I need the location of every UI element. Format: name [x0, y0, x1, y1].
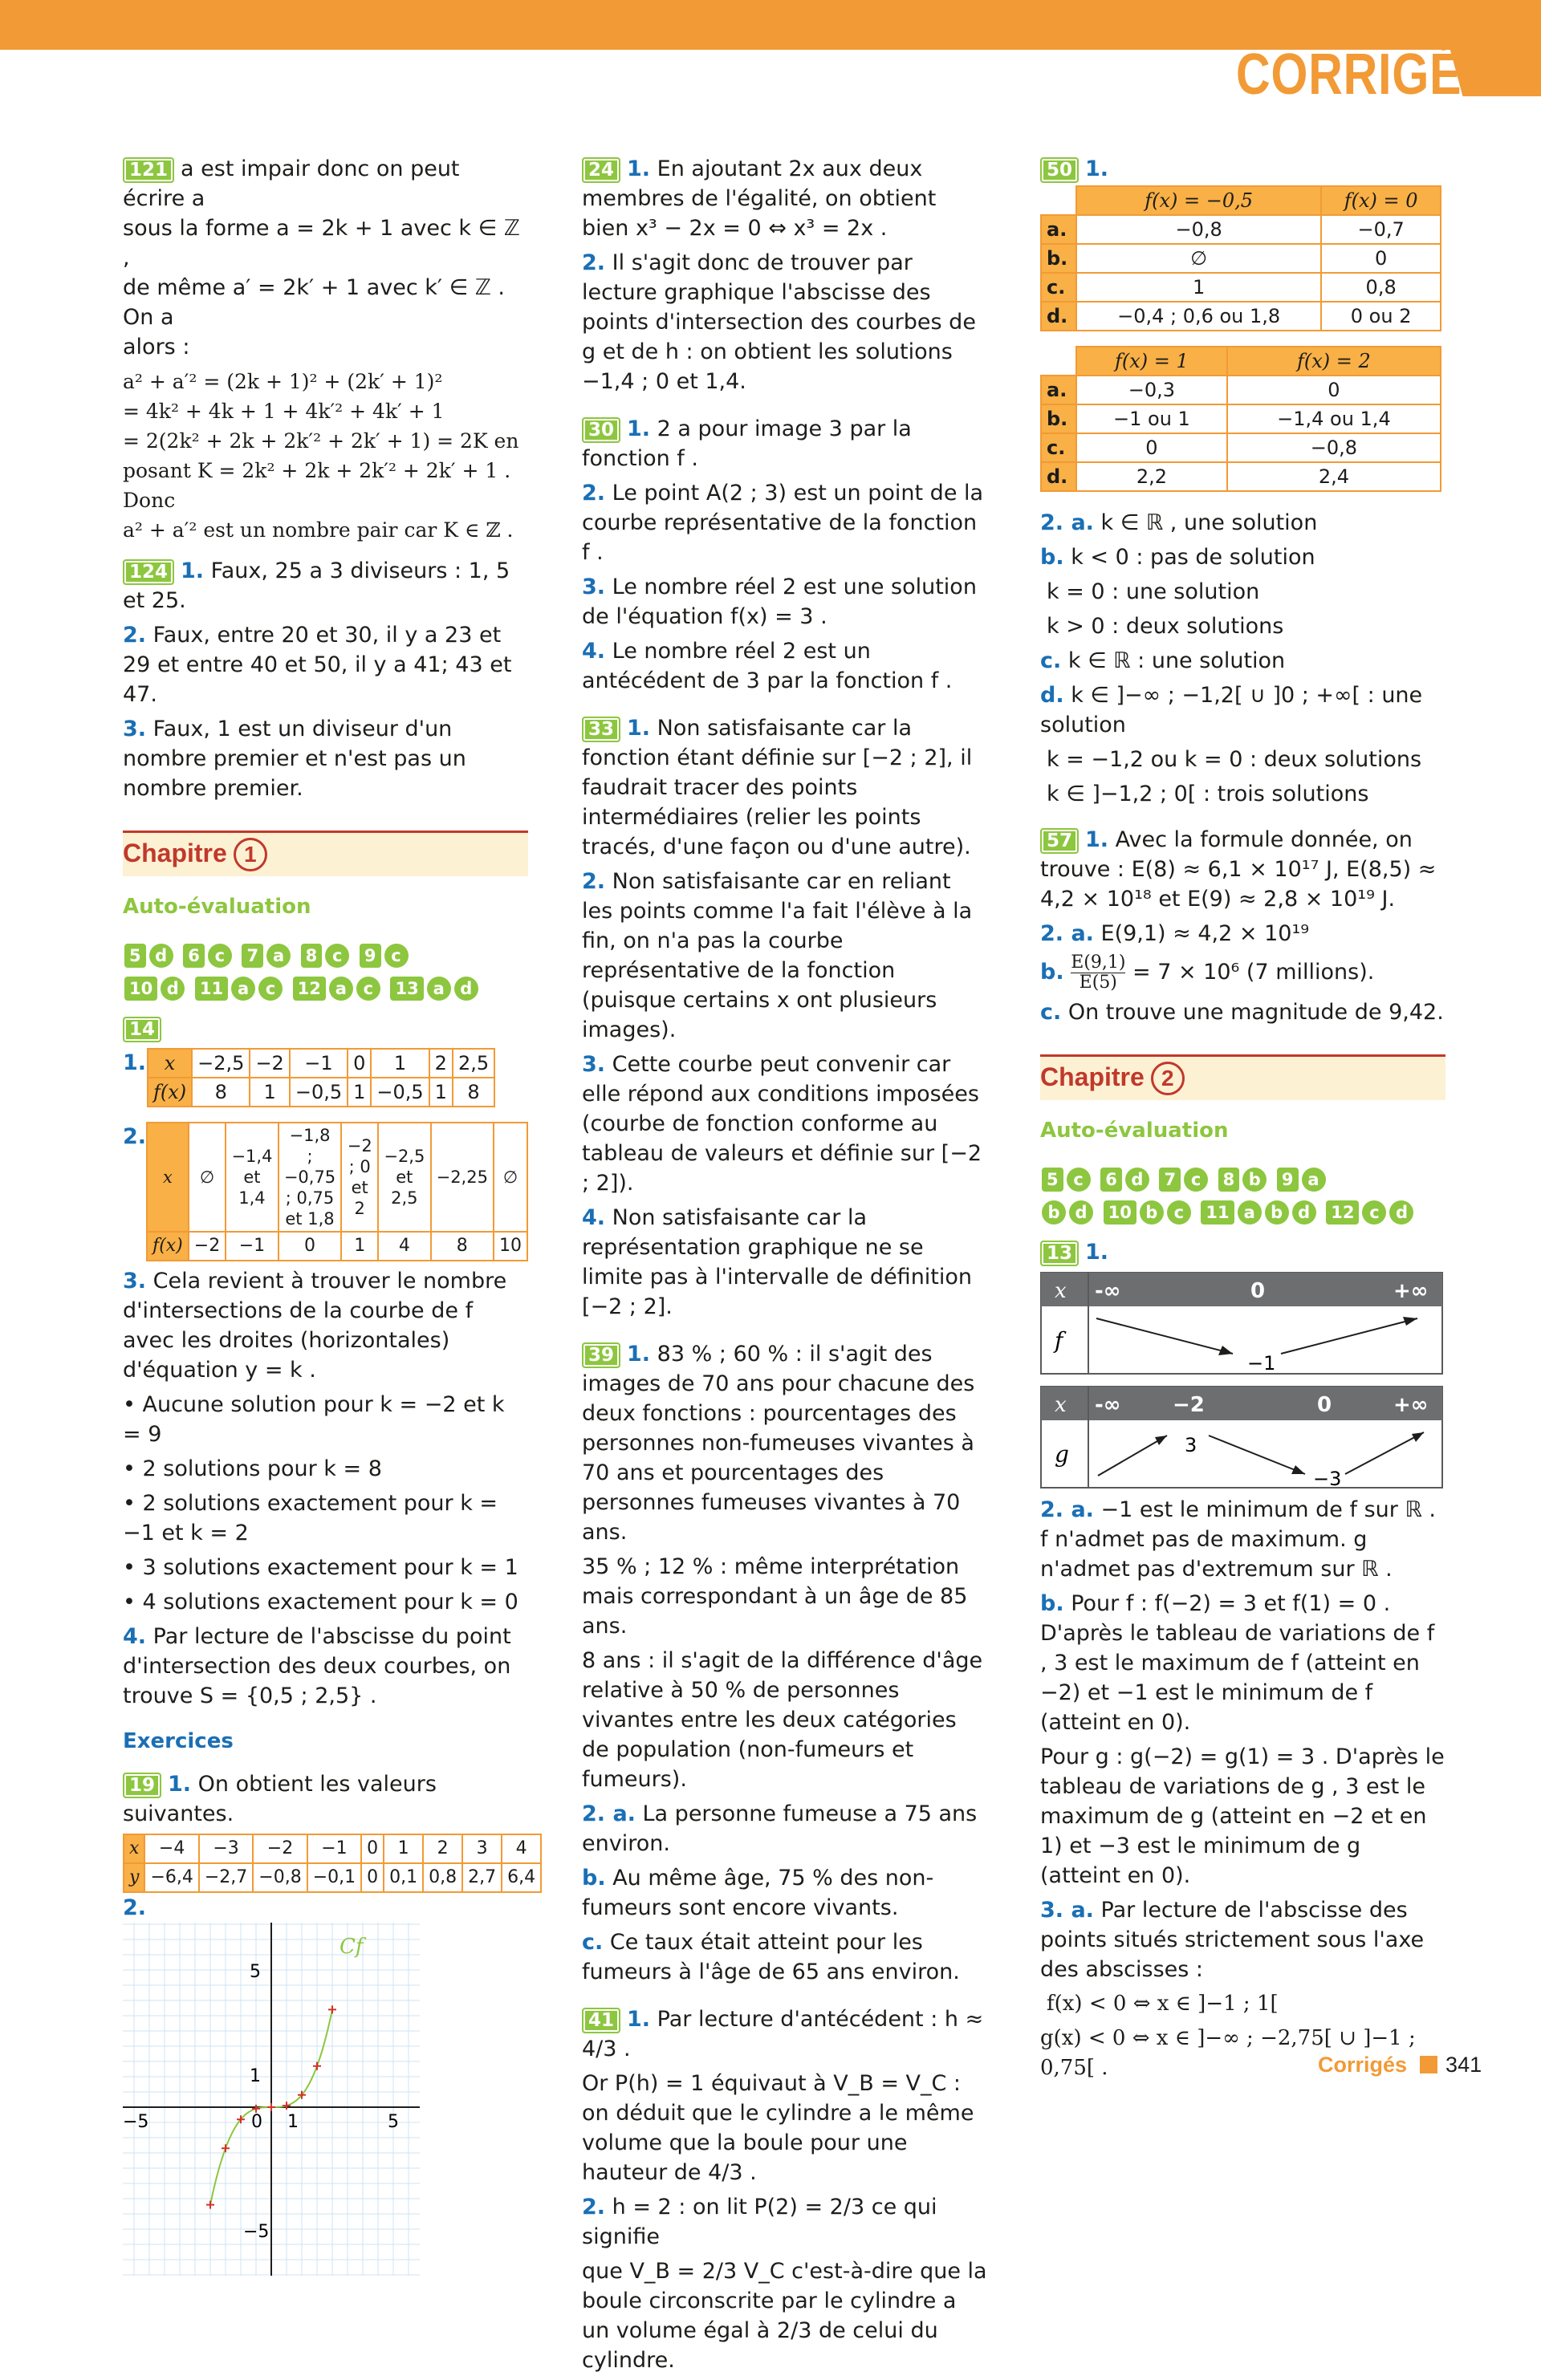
text: 8 ans : il s'agit de la différence d'âge relative à 50 % de personnes vivantes entre les deux catégories de population (non-fumeurs et fumeurs). [582, 1648, 983, 1792]
table-cell: −2,7 [199, 1863, 253, 1892]
row-header: x [148, 1049, 192, 1078]
exercise-number: 41 [582, 2008, 620, 2033]
q-label: 2. [123, 623, 147, 648]
table-cell: 1 [384, 1834, 423, 1863]
table-cell: 0 [348, 1049, 371, 1078]
column-header [1041, 347, 1076, 376]
table-cell: −0,7 [1321, 215, 1441, 244]
ex50-2d [1040, 680, 1445, 740]
exercise-number: 13 [1040, 1241, 1079, 1266]
ex19-table [123, 1834, 542, 1893]
q-label: 1. [627, 2007, 651, 2032]
text: k < 0 : pas de solution [1071, 545, 1315, 570]
text: Cela revient à trouver le nombre d'intersections de la courbe de f avec les droites (horizontales) d'équation y = k . [123, 1269, 507, 1383]
q-label: c. [582, 1930, 604, 1955]
ex30-2 [582, 478, 987, 567]
ex33-2 [582, 867, 987, 1045]
text: On trouve une magnitude de 9,42. [1067, 1000, 1444, 1025]
q-label: 1. [1085, 156, 1109, 181]
text: Le point A(2 ; 3) est un point de la courbe représentative de la fonction f . [582, 481, 984, 565]
ex13-2b [1040, 1589, 1445, 1737]
ex39 [582, 1339, 987, 1547]
table-cell: −1 [290, 1049, 348, 1078]
bullet: • 2 solutions pour k = 8 [123, 1456, 382, 1481]
auto-evaluation-title: Auto-évaluation [123, 895, 311, 919]
row-header: y [124, 1863, 144, 1892]
exercise-number: 50 [1040, 157, 1079, 183]
math-line: a² + a′² est un nombre pair car K ∈ ℤ . [123, 518, 514, 542]
table-cell: 2 [429, 1049, 453, 1078]
ex14-3 [123, 1266, 528, 1385]
text: de même a′ = 2k′ + 1 avec k′ ∈ ℤ . On a [123, 275, 505, 330]
row-header: x [147, 1123, 189, 1232]
tick-xm5: −5 [123, 2112, 149, 2132]
auto2-row-1: 5 c 6 d 7 c 8 b 9 a [1040, 1164, 1445, 1193]
text: k ∈ ]−1,2 ; 0[ : trois solutions [1047, 782, 1369, 806]
text: −1 est le minimum de f sur ℝ . f n'admet pas de maximum. g n'admet pas d'extremum sur ℝ . [1040, 1497, 1436, 1582]
row-header: f(x) [147, 1232, 189, 1261]
table-cell: ∅ [189, 1123, 226, 1232]
table-cell: 1 [1076, 273, 1321, 302]
tick-y5: 5 [250, 1962, 261, 1982]
ex39-2b [582, 1863, 987, 1923]
table-cell: −2 [253, 1834, 307, 1863]
var-x-start: -∞ [1095, 1393, 1121, 1417]
row-label: b. [1041, 404, 1076, 433]
ex50-table-1 [1040, 185, 1441, 331]
table-cell: 0 [1227, 376, 1441, 404]
q-label: 1. [168, 1772, 192, 1797]
data-point-marker [206, 2201, 214, 2209]
text: Pour g : g(−2) = g(1) = 3 . D'après le tableau de variations de g , 3 est le maximum de g (atteint en −2 et en 1) et −3 est le minimum de g (atteint en 0). [1040, 1744, 1445, 1888]
var-f-label: f [1055, 1327, 1063, 1354]
text: Par lecture de l'abscisse du point d'intersection des deux courbes, on trouve S = {0,5 ; 2,5} . [123, 1624, 511, 1708]
ex14-4 [123, 1622, 528, 1711]
q-label: 2. a. [1040, 1497, 1094, 1522]
row-label: a. [1041, 215, 1076, 244]
table-cell: −1 [307, 1834, 361, 1863]
ex39-2a [582, 1799, 987, 1858]
curve-label: Cf [340, 1935, 364, 1959]
table-cell: 0,8 [423, 1863, 462, 1892]
data-point-marker [222, 2144, 230, 2152]
q-label: 1. [181, 558, 205, 583]
row-label: a. [1041, 376, 1076, 404]
text: a est impair donc on peut écrire a [123, 156, 460, 211]
q-label: 1. [123, 1050, 147, 1075]
q-label: 3. [123, 1269, 147, 1294]
q-label: 2. a. [1040, 921, 1094, 946]
table-cell: 6,4 [502, 1863, 541, 1892]
q-label: 2. [123, 1895, 147, 1920]
text: 35 % ; 12 % : même interprétation mais correspondant à un âge de 85 ans. [582, 1554, 968, 1639]
tick-y1: 1 [250, 2066, 261, 2086]
table-cell: 4 [502, 1834, 541, 1863]
text: Pour f : f(−2) = 3 et f(1) = 0 . D'après le tableau de variations de f , 3 est le maximum de f (atteint en −2) et −1 est le minimum de f (atteint en 0). [1040, 1591, 1435, 1735]
table-cell: −2 ; 0 et 2 [341, 1123, 378, 1232]
row-label: b. [1041, 244, 1076, 273]
exercices-title: Exercices [123, 1729, 234, 1753]
ex19 [123, 1769, 528, 1829]
ex124 [123, 556, 528, 615]
q-label: 3. a. [1040, 1898, 1094, 1923]
q-label: d. [1040, 683, 1064, 708]
var-min: −1 [1247, 1352, 1276, 1375]
q-label: 2. [123, 1124, 147, 1149]
text: Faux, entre 20 et 30, il y a 23 et 29 et entre 40 et 50, il y a 41; 43 et 47. [123, 623, 512, 707]
ex24-2 [582, 248, 987, 396]
var-x-start: -∞ [1095, 1279, 1121, 1303]
column-header: f(x) = 0 [1321, 186, 1441, 215]
text: Non satisfaisante car en reliant les points comme l'a fait l'élève à la fin, on n'a pas la courbe représentative de la fonction (puisque certains x ont plusieurs images). [582, 869, 973, 1042]
text: alors : [123, 335, 190, 359]
function-graph [123, 1923, 428, 2276]
math-line: g(x) < 0 ⇔ x ∈ ]−∞ ; −2,75[ ∪ ]−1 ; 0,75[ . [1040, 2026, 1416, 2080]
table-cell: 1 [371, 1049, 429, 1078]
table-cell: −0,4 ; 0,6 ou 1,8 [1076, 302, 1321, 331]
text: Non satisfaisante car la fonction étant définie sur [−2 ; 2], il faudrait tracer des points intermédiaires (relier les points tracés, d'une façon ou d'une autre). [582, 716, 973, 859]
var-g-label: g [1055, 1441, 1069, 1468]
table-cell: −2 [250, 1049, 289, 1078]
tick-x1: 1 [287, 2112, 299, 2132]
table-cell: −1,4 ou 1,4 [1227, 404, 1441, 433]
ex33-4 [582, 1203, 987, 1322]
text: k = 0 : une solution [1047, 579, 1260, 604]
math-line: = 4k² + 4k + 1 + 4k′² + 4k′ + 1 [123, 400, 445, 423]
column-header: f(x) = 2 [1227, 347, 1441, 376]
column-1 [123, 154, 536, 2276]
text: que V_B = 2/3 V_C c'est-à-dire que la boule circonscrite par le cylindre a un volume égal à 2/3 de celui du cylindre. [582, 2259, 987, 2373]
var-x-label: x [1055, 1279, 1067, 1303]
q-label: 1. [627, 716, 651, 741]
row-label: d. [1041, 302, 1076, 331]
ex124-2 [123, 620, 528, 709]
tick-x5: 5 [388, 2112, 399, 2132]
table-cell: −1,8 ; −0,75 ; 0,75 et 1,8 [279, 1123, 342, 1232]
table-cell: −3 [199, 1834, 253, 1863]
text: = 7 × 10⁶ (7 millions). [1132, 960, 1375, 985]
q-label: b. [1040, 1591, 1064, 1616]
auto-row-2: 10 d 11 a c 12 a c 13 a d [123, 973, 528, 1002]
text: Par lecture de l'abscisse des points situés strictement sous l'axe des abscisses : [1040, 1898, 1425, 1982]
data-point-marker [313, 2062, 321, 2070]
text: Au même âge, 75 % des non-fumeurs sont encore vivants. [582, 1866, 934, 1920]
table-cell: −2,25 [431, 1123, 494, 1232]
page-number: 341 [1445, 2053, 1482, 2077]
text: Or P(h) = 1 équivaut à V_B = V_C : on déduit que le cylindre a le même volume que la boule pour une hauteur de 4/3 . [582, 2071, 974, 2185]
text: Il s'agit donc de trouver par lecture graphique l'abscisse des points d'intersection des courbes de g et de h : on obtient les solutions −1,4 ; 0 et 1,4. [582, 250, 976, 394]
bullet: • 3 solutions exactement pour k = 1 [123, 1555, 518, 1580]
ex33-3 [582, 1050, 987, 1198]
table-cell: −2,5 et 2,5 [378, 1123, 430, 1232]
text: 2 a pour image 3 par la fonction f . [582, 416, 912, 471]
ex57-2b [1040, 953, 1445, 993]
q-label: 2. [582, 481, 606, 506]
data-point-marker [328, 2005, 336, 2013]
ex124-3 [123, 714, 528, 803]
exercise-number: 33 [582, 717, 620, 742]
q-label: 2. [582, 250, 606, 275]
ex50-2b [1040, 542, 1445, 572]
table-cell: −0,8 [1227, 433, 1441, 462]
ex121 [123, 154, 528, 362]
ex14-table1 [123, 1048, 528, 1107]
ex50-2a [1040, 508, 1445, 538]
var-min: −3 [1313, 1468, 1342, 1490]
table-cell: 1 [429, 1078, 453, 1107]
auto2-row-2: b d 10 b c 11 a b d 12 c d [1040, 1196, 1445, 1226]
fraction [1071, 953, 1125, 993]
ex30-3 [582, 572, 987, 632]
ex41 [582, 2004, 987, 2064]
text: Ce taux était atteint pour les fumeurs à l'âge de 65 ans environ. [582, 1930, 960, 1984]
tick-x0: 0 [251, 2112, 262, 2132]
q-label: c. [1040, 648, 1062, 673]
text: k ∈ ℝ , une solution [1100, 510, 1318, 535]
table-cell: −0,8 [253, 1863, 307, 1892]
row-label: c. [1041, 273, 1076, 302]
table-cell: 8 [192, 1078, 250, 1107]
table-cell: −0,5 [290, 1078, 348, 1107]
q-label: 1. [627, 156, 651, 181]
tick-ym5: −5 [243, 2222, 270, 2242]
q-label: 2. [582, 869, 606, 894]
auto-evaluation-title: Auto-évaluation [1040, 1119, 1229, 1143]
data-point-marker [267, 2103, 275, 2111]
ex13-2a [1040, 1495, 1445, 1584]
table-cell: 0 [1321, 244, 1441, 273]
q-label: 1. [1085, 827, 1109, 852]
text: Faux, 25 a 3 diviseurs : 1, 5 et 25. [123, 558, 510, 613]
q-label: 3. [582, 1052, 606, 1077]
exercise-number: 124 [123, 559, 174, 585]
row-label: c. [1041, 433, 1076, 462]
footer [1318, 2053, 1482, 2077]
table-cell: −0,5 [371, 1078, 429, 1107]
text: Par lecture d'antécédent : h ≈ 4/3 . [582, 2007, 984, 2061]
table-cell: 0 [1076, 433, 1227, 462]
values-table-2 [146, 1122, 528, 1261]
var-x-0: 0 [1317, 1393, 1332, 1417]
text: k ∈ ]−∞ ; −1,2[ ∪ ]0 ; +∞[ : une solution [1040, 683, 1423, 737]
text: 83 % ; 60 % : il s'agit des images de 70 ans pour chacune des deux fonctions : pourcentages des personnes non-fumeuses vivantes à 70 ans et pourcentages des personnes fumeuses vivantes à 70 ans. [582, 1342, 975, 1545]
ex39-2c [582, 1927, 987, 1987]
text: Le nombre réel 2 est un antécédent de 3 par la fonction f . [582, 639, 953, 693]
row-label: d. [1041, 462, 1076, 491]
chapter-number: 2 [1151, 1062, 1185, 1095]
text: k = −1,2 ou k = 0 : deux solutions [1047, 747, 1422, 772]
column-header [1041, 186, 1076, 215]
ex24 [582, 154, 987, 243]
text: Non satisfaisante car la représentation graphique ne se limite pas à l'intervalle de définition [−2 ; 2]. [582, 1205, 973, 1319]
text: Faux, 1 est un diviseur d'un nombre premier et n'est pas un nombre premier. [123, 717, 466, 801]
table-cell: 8 [453, 1078, 494, 1107]
table-cell: −1 [226, 1232, 278, 1261]
chapter-2-heading [1040, 1054, 1445, 1100]
text: En ajoutant 2x aux deux membres de l'égalité, on obtient bien x³ − 2x = 0 ⇔ x³ = 2x . [582, 156, 937, 241]
auto-row-1: 5 d 6 c 7 a 8 c 9 c [123, 940, 528, 969]
exercise-number: 19 [123, 1773, 161, 1798]
bullet: • Aucune solution pour k = −2 et k = 9 [123, 1392, 505, 1447]
ex30-4 [582, 636, 987, 696]
table-cell: 2,5 [453, 1049, 494, 1078]
table-cell: 1 [341, 1232, 378, 1261]
text: Avec la formule donnée, on trouve : E(8) ≈ 6,1 × 10¹⁷ J, E(8,5) ≈ 4,2 × 10¹⁸ et E(9) ≈ 2,8 × 10¹⁹ J. [1040, 827, 1437, 912]
exercise-number: 121 [123, 157, 174, 183]
q-label: b. [1040, 545, 1064, 570]
table-cell: 0 [279, 1232, 342, 1261]
q-label: b. [1040, 960, 1064, 985]
table-cell: −1,4 et 1,4 [226, 1123, 278, 1232]
column-header: f(x) = 1 [1076, 347, 1227, 376]
var-x-label: x [1055, 1393, 1067, 1417]
text: k ∈ ℝ : une solution [1067, 648, 1286, 673]
ex30 [582, 414, 987, 473]
ex57 [1040, 825, 1445, 914]
text: h = 2 : on lit P(2) = 2/3 ce qui signifie [582, 2195, 937, 2249]
ex14-table2 [123, 1122, 528, 1261]
chapter-label: Chapitre [1040, 1062, 1145, 1091]
table-cell: −2,5 [192, 1049, 250, 1078]
values-table-1 [147, 1048, 495, 1107]
q-label: 3. [123, 717, 147, 741]
ex50 [1040, 154, 1445, 184]
table-cell: 1 [250, 1078, 289, 1107]
footer-square [1420, 2056, 1437, 2073]
table-cell: −0,8 [1076, 215, 1321, 244]
column-3 [1040, 154, 1445, 2088]
text: E(9,1) ≈ 4,2 × 10¹⁹ [1100, 921, 1310, 946]
table-cell: 1 [348, 1078, 371, 1107]
exercise-number: 24 [582, 157, 620, 183]
data-point-marker [283, 2102, 291, 2110]
chapter-1-heading [123, 831, 528, 876]
table-cell: 0 ou 2 [1321, 302, 1441, 331]
table-cell: 0,8 [1321, 273, 1441, 302]
bullet: • 4 solutions exactement pour k = 0 [123, 1590, 518, 1614]
q-label: 1. [627, 1342, 651, 1367]
ex13 [1040, 1237, 1445, 1267]
text: Le nombre réel 2 est une solution de l'équation f(x) = 3 . [582, 575, 977, 629]
q-label: 4. [582, 639, 606, 664]
table-cell: 3 [462, 1834, 502, 1863]
ex41-2 [582, 2192, 987, 2252]
table-cell: −0,3 [1076, 376, 1227, 404]
text: La personne fumeuse a 75 ans environ. [582, 1801, 978, 1856]
var-x-m2: −2 [1173, 1393, 1205, 1417]
variation-table-f [1040, 1272, 1445, 1376]
text: k > 0 : deux solutions [1047, 614, 1284, 639]
table-cell: −2 [189, 1232, 226, 1261]
ex50-2c [1040, 646, 1445, 676]
q-label: 4. [582, 1205, 606, 1230]
chapter-number: 1 [234, 838, 267, 871]
page-title: CORRIGÉS [1236, 43, 1494, 107]
q-label: 1. [1085, 1240, 1109, 1265]
denominator: E(5) [1079, 973, 1117, 993]
text: sous la forme a = 2k + 1 avec k ∈ ℤ , [123, 216, 520, 270]
table-cell: 10 [494, 1232, 527, 1261]
bullet: • 2 solutions exactement pour k = −1 et k = 2 [123, 1491, 498, 1545]
var-max: 3 [1185, 1434, 1197, 1456]
ex13-3a [1040, 1895, 1445, 1984]
table-cell: 2,2 [1076, 462, 1227, 491]
exercise-number: 14 [123, 1017, 161, 1042]
table-cell: ∅ [494, 1123, 527, 1232]
var-x-end: +∞ [1393, 1393, 1429, 1417]
chapter-label: Chapitre [123, 839, 227, 867]
text: Cette courbe peut convenir car elle répond aux conditions imposées (courbe de fonction conforme au tableau de valeurs et définie sur [−2 ; 2]). [582, 1052, 982, 1196]
variation-table-g [1040, 1386, 1445, 1490]
table-cell: 0 [361, 1834, 384, 1863]
exercise-number: 30 [582, 417, 620, 443]
q-label: b. [582, 1866, 606, 1891]
footer-section: Corrigés [1318, 2053, 1408, 2077]
table-cell: 2,4 [1227, 462, 1441, 491]
q-label: c. [1040, 1000, 1062, 1025]
q-label: 1. [627, 416, 651, 441]
ex57-2a [1040, 919, 1445, 948]
ex50-table-2 [1040, 346, 1441, 492]
math-line: posant K = 2k² + 2k + 2k′² + 2k′ + 1 . Donc [123, 459, 511, 512]
table-cell: 2 [423, 1834, 462, 1863]
table-cell: 8 [431, 1232, 494, 1261]
row-header: f(x) [148, 1078, 192, 1107]
math-line: a² + a′² = (2k + 1)² + (2k′ + 1)² [123, 370, 443, 393]
ex57-2c [1040, 997, 1445, 1027]
column-2 [582, 154, 987, 2380]
q-label: 4. [123, 1624, 147, 1649]
math-line: f(x) < 0 ⇔ x ∈ ]−1 ; 1[ [1047, 1992, 1279, 2016]
q-label: 2. a. [1040, 510, 1094, 535]
row-header: x [124, 1834, 144, 1863]
math-line: = 2(2k² + 2k + 2k′² + 2k′ + 1) = 2K en [123, 429, 519, 453]
table-cell: 0 [361, 1863, 384, 1892]
column-header: f(x) = −0,5 [1076, 186, 1321, 215]
table-cell: ∅ [1076, 244, 1321, 273]
table-cell: 4 [378, 1232, 430, 1261]
table-cell: −6,4 [144, 1863, 198, 1892]
table-cell: −0,1 [307, 1863, 361, 1892]
exercise-number: 57 [1040, 828, 1079, 854]
table-cell: −1 ou 1 [1076, 404, 1227, 433]
table-cell: 2,7 [462, 1863, 502, 1892]
q-label: 2. a. [582, 1801, 636, 1826]
q-label: 2. [582, 2195, 606, 2220]
table-cell: 0,1 [384, 1863, 423, 1892]
q-label: 3. [582, 575, 606, 599]
var-x-mid: 0 [1250, 1279, 1266, 1303]
exercise-number: 39 [582, 1342, 620, 1368]
ex33 [582, 713, 987, 862]
ex121-math [123, 367, 528, 545]
numerator: E(9,1) [1071, 952, 1126, 973]
table-cell: −4 [144, 1834, 198, 1863]
var-x-end: +∞ [1393, 1279, 1429, 1303]
text: On obtient les valeurs suivantes. [123, 1772, 437, 1826]
